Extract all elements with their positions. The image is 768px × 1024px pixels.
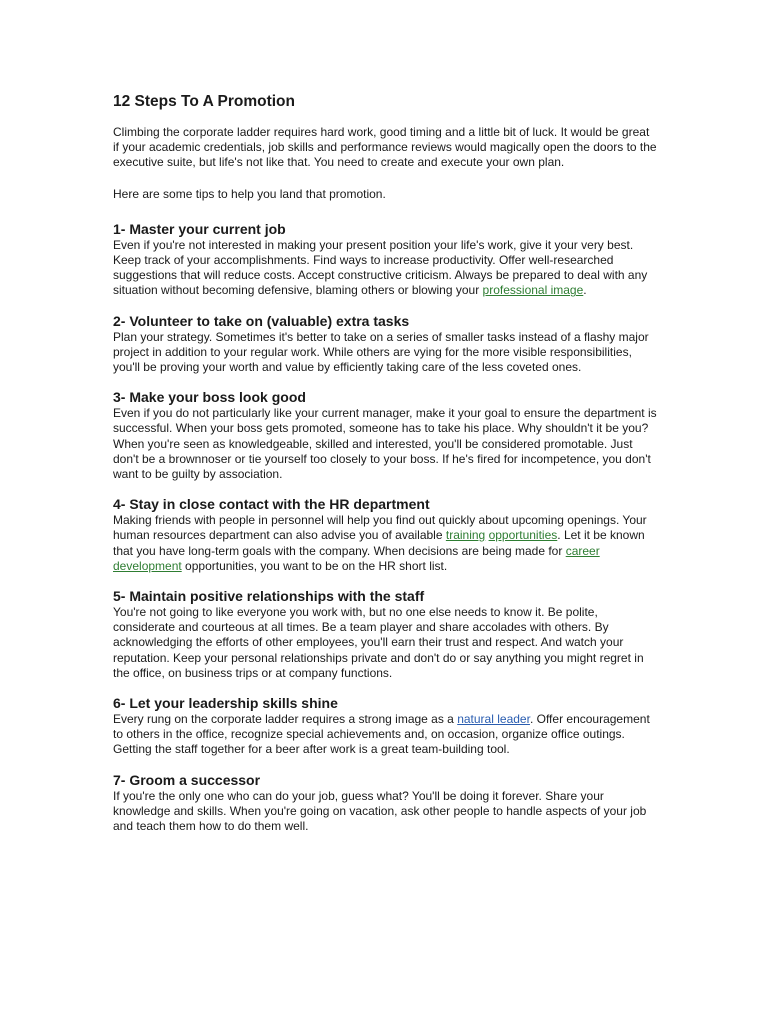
step-6-heading: 6- Let your leadership skills shine — [113, 695, 338, 712]
step-4-body — [113, 513, 658, 574]
step-5-heading: 5- Maintain positive relationships with the staff — [113, 588, 425, 605]
training-link[interactable]: training — [445, 528, 486, 543]
step-4-text: Making friends with people in personnel will help you find out quickly about upcoming openings. Your human resources department can also advise you of available — [113, 513, 647, 543]
step-4-section — [113, 496, 658, 574]
professional-image-link[interactable]: professional image — [482, 283, 584, 298]
step-2-heading: 2- Volunteer to take on (valuable) extra tasks — [113, 312, 410, 329]
document-title: 12 Steps To A Promotion — [113, 93, 295, 110]
step-7-section — [113, 772, 658, 835]
step-6-text-end: . Offer encouragement to others in the office, recognize special achievements and, on occasion, organize office outings. Getting the staff together for a beer after work is a great team-building tool. — [113, 712, 650, 757]
step-4-text-end: opportunities, you want to be on the HR short list. — [181, 558, 448, 573]
career-development-link[interactable]: career development — [113, 543, 600, 573]
natural-leader-link[interactable]: natural leader — [457, 712, 530, 727]
step-1-heading: 1- Master your current job — [113, 220, 286, 237]
step-4-text-mid: . Let it be known that you have long-term goals with the company. When decisions are being made for — [113, 528, 645, 558]
step-7-body: If you're the only one who can do your job, guess what? You'll be doing it forever. Share your knowledge and skills. When you're going on vacation, ask other people to handle aspects of your job and teach them how to do them well. — [113, 788, 647, 834]
step-3-section — [113, 389, 658, 482]
step-3-heading: 3- Make your boss look good — [113, 389, 306, 406]
step-4-heading: 4- Stay in close contact with the HR department — [113, 496, 430, 513]
opportunities-link[interactable]: opportunities — [488, 528, 558, 543]
step-3-body: Even if you do not particularly like your current manager, make it your goal to ensure the department is successful. When your boss gets promoted, someone has to take his place. Why shouldn't it be you? When you're seen as knowledgeable, skilled and interested, you'll be considered promotable. Just don't be a brownnoser or tie yourself too closely to your boss. If he's fired for incompetence, you don't want to be guilty by association. — [113, 406, 657, 482]
document-page — [113, 92, 658, 848]
step-1-text: Even if you're not interested in making your present position your life's work, give it your very best. Keep track of your accomplishments. Find ways to increase productivity. Offer well-researched suggestions that will reduce costs. Accept constructive criticism. Always be prepared to deal with any situation without becoming defensive, blaming others or blowing your — [113, 237, 648, 298]
step-1-text-end: . — [583, 283, 587, 298]
step-2-section — [113, 313, 658, 376]
step-6-section — [113, 695, 658, 758]
step-1-section — [113, 221, 658, 299]
intro-paragraph: Climbing the corporate ladder requires hard work, good timing and a little bit of luck. It would be great if your academic credentials, job skills and performance reviews would magically open the doors to the executive suite, but life's not like that. You need to create and execute your own plan. — [113, 125, 657, 170]
step-7-heading: 7- Groom a successor — [113, 771, 261, 788]
step-5-body: You're not going to like everyone you work with, but no one else needs to know it. Be polite, considerate and courteous at all times. Be a team player and share accolades with others. By acknowledging the efforts of other employees, you'll earn their trust and respect. And watch your reputation. Keep your personal relationships private and don't do or say anything you might regret in the office, on business trips or at company functions. — [113, 605, 644, 680]
step-1-body — [113, 238, 658, 299]
step-2-body: Plan your strategy. Sometimes it's better to take on a series of smaller tasks instead of a flashy major project in addition to your regular work. While others are vying for the more visible responsibilities, you'll be proving your worth and value by efficiently taking care of the less coveted ones. — [113, 329, 649, 375]
step-6-text: Every rung on the corporate ladder requires a strong image as a — [113, 712, 458, 727]
step-5-section — [113, 588, 658, 681]
lead-paragraph: Here are some tips to help you land that promotion. — [113, 186, 386, 201]
step-6-body — [113, 712, 658, 758]
